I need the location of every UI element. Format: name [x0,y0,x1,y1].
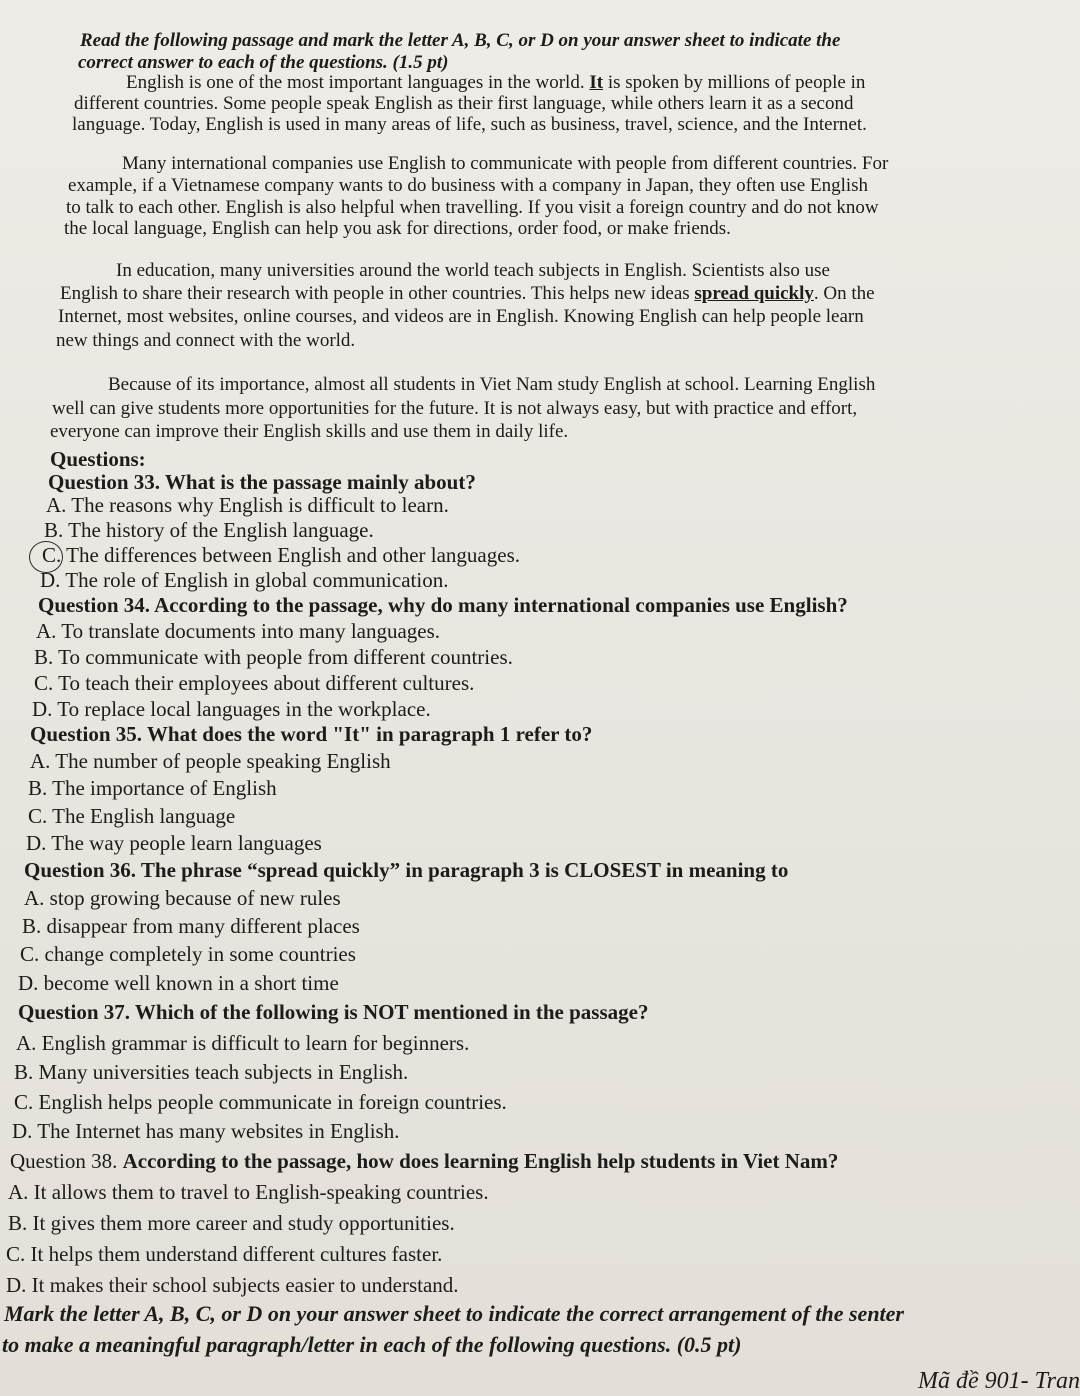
passage-p2-line-1: Many international companies use English to communicate with people from different countries. For [122,153,889,174]
question-38: Question 38. According to the passage, how does learning English help students in Viet Nam? [10,1149,839,1173]
q37-option-c: C. English helps people communicate in foreign countries. [14,1090,507,1114]
passage-p3-line-1: In education, many universities around the world teach subjects in English. Scientists also use [116,260,830,281]
question-37: Question 37. Which of the following is NOT mentioned in the passage? [18,1000,649,1024]
q33-option-a: A. The reasons why English is difficult to learn. [46,493,449,517]
q38-option-c: C. It helps them understand different cultures faster. [6,1242,443,1266]
q35-option-b: B. The importance of English [28,776,277,800]
passage-p4-line-2: well can give students more opportunities for the future. It is not always easy, but with practice and effort, [52,398,858,419]
passage-p3-line-2: English to share their research with people in other countries. This helps new ideas spread quickly. On the [60,283,875,304]
q33-option-b: B. The history of the English language. [44,518,374,542]
question-35: Question 35. What does the word "It" in paragraph 1 refer to? [30,722,593,746]
instruction-line-2: correct answer to each of the questions. (1.5 pt) [78,52,449,73]
q33-option-c: C. The differences between English and other languages. [42,543,520,567]
questions-heading: Questions: [50,447,146,471]
passage-p2-line-2: example, if a Vietnamese company wants to do business with a company in Japan, they often use English [68,175,869,196]
q34-option-c: C. To teach their employees about different cultures. [34,671,475,695]
passage-p2-line-4: the local language, English can help you ask for directions, order food, or make friends. [64,218,731,239]
q35-option-a: A. The number of people speaking English [30,749,391,773]
question-36: Question 36. The phrase “spread quickly” in paragraph 3 is CLOSEST in meaning to [24,858,789,882]
passage-p4-line-1: Because of its importance, almost all students in Viet Nam study English at school. Learning English [108,374,876,395]
q38-option-a: A. It allows them to travel to English-speaking countries. [8,1180,489,1204]
q37-option-d: D. The Internet has many websites in English. [12,1119,400,1143]
arrangement-instruction-line-1: Mark the letter A, B, C, or D on your answer sheet to indicate the correct arrangement of the senter [4,1301,904,1326]
question-34: Question 34. According to the passage, why do many international companies use English? [38,593,848,617]
passage-p2-line-3: to talk to each other. English is also helpful when travelling. If you visit a foreign country and do not know [66,197,879,218]
exam-code-footer: Mã đề 901- Tran [918,1368,1080,1394]
passage-p3-line-4: new things and connect with the world. [56,330,356,351]
referent-it: It [589,72,604,93]
question-33: Question 33. What is the passage mainly about? [48,470,476,494]
q38-option-b: B. It gives them more career and study opportunities. [8,1211,455,1235]
q33-option-d: D. The role of English in global communication. [40,568,449,592]
q36-option-b: B. disappear from many different places [22,914,360,938]
q34-option-d: D. To replace local languages in the workplace. [32,697,431,721]
q34-option-b: B. To communicate with people from different countries. [34,645,513,669]
passage-p1-line-2: different countries. Some people speak English as their first language, while others learn it as a second [74,93,854,114]
q37-option-a: A. English grammar is difficult to learn for beginners. [16,1031,470,1055]
q37-option-b: B. Many universities teach subjects in English. [14,1060,409,1084]
q36-option-d: D. become well known in a short time [18,971,339,995]
passage-p1-line-1: English is one of the most important languages in the world. It is spoken by millions of people in [126,72,866,93]
passage-p4-line-3: everyone can improve their English skills and use them in daily life. [50,421,569,442]
q34-option-a: A. To translate documents into many languages. [36,619,441,643]
q36-option-a: A. stop growing because of new rules [24,886,341,910]
q36-option-c: C. change completely in some countries [20,942,356,966]
passage-p1-line-3: language. Today, English is used in many areas of life, such as business, travel, science, and the Internet. [72,114,867,135]
arrangement-instruction-line-2: to make a meaningful paragraph/letter in each of the following questions. (0.5 pt) [2,1332,742,1357]
phrase-spread-quickly: spread quickly [694,283,814,304]
instruction-line-1: Read the following passage and mark the letter A, B, C, or D on your answer sheet to indicate the [80,30,841,51]
q38-option-d: D. It makes their school subjects easier to understand. [6,1273,459,1297]
passage-p3-line-3: Internet, most websites, online courses, and videos are in English. Knowing English can help people learn [58,306,864,327]
q35-option-d: D. The way people learn languages [26,831,322,855]
q35-option-c: C. The English language [28,804,236,828]
